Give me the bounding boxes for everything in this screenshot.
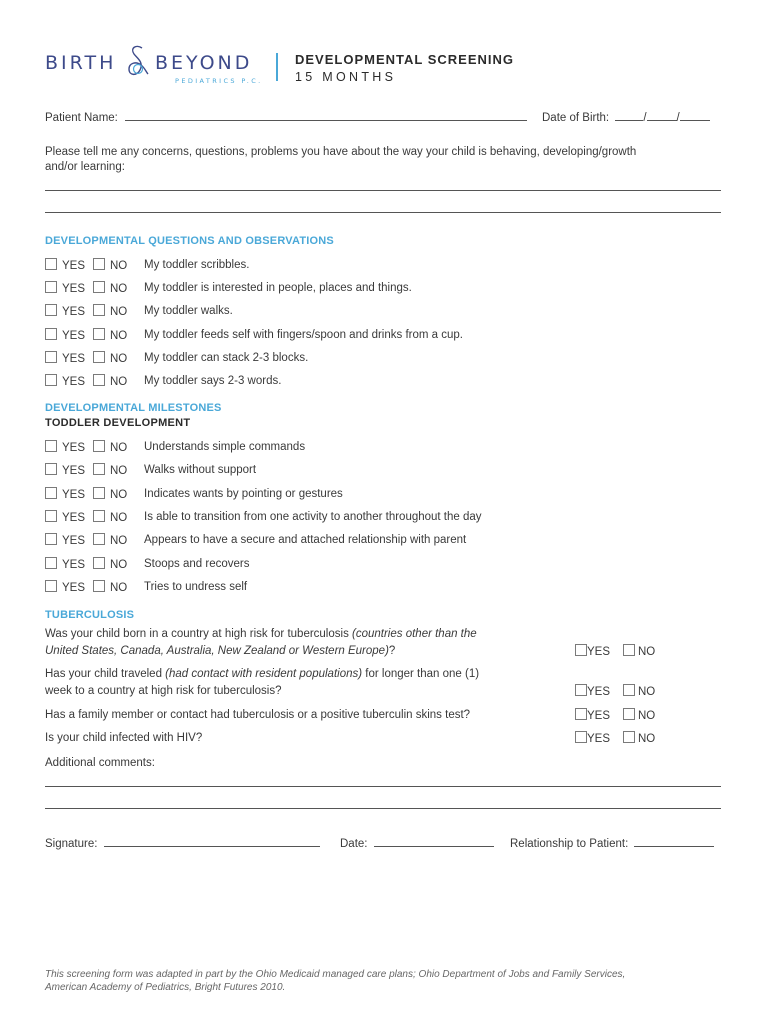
milestone-row <box>45 533 725 549</box>
tb-question-1-line1: Was your child born in a country at high risk for tuberculosis (countries other than the <box>45 628 477 640</box>
additional-comments-label: Additional comments: <box>45 757 155 769</box>
comments-line[interactable] <box>45 808 721 809</box>
milestone-text: Walks without support <box>144 464 257 476</box>
tb-q1-no-option[interactable]: NO <box>623 644 655 659</box>
footer-note <box>45 968 725 994</box>
checkbox-icon[interactable] <box>93 487 105 499</box>
dob-day-field[interactable] <box>647 110 677 121</box>
checkbox-icon[interactable] <box>45 258 57 270</box>
no-option[interactable]: NO <box>93 533 127 548</box>
no-option[interactable]: NO <box>93 374 127 389</box>
dob-year-field[interactable] <box>680 110 710 121</box>
no-option[interactable]: NO <box>93 510 127 525</box>
tb-q4-no-option[interactable]: NO <box>623 731 655 746</box>
signature-row <box>45 836 320 851</box>
milestone-text: Indicates wants by pointing or gestures <box>144 488 343 500</box>
concerns-prompt-line1: Please tell me any concerns, questions, problems you have about the way your child is behaving, developing/growth <box>45 146 637 158</box>
no-option[interactable]: NO <box>93 258 127 273</box>
relationship-row <box>510 836 714 851</box>
dob-separator: / <box>643 112 647 124</box>
date-label: Date: <box>340 838 368 850</box>
footer-line1: This screening form was adapted in part by the Ohio Medicaid managed care plans; Ohio Department of Jobs and Family Services, <box>45 969 626 980</box>
yes-option[interactable]: YES <box>45 374 85 389</box>
signature-field[interactable] <box>104 836 320 847</box>
milestone-row <box>45 463 725 479</box>
dob-row <box>542 110 710 125</box>
checkbox-icon[interactable] <box>93 258 105 270</box>
checkbox-icon[interactable] <box>45 281 57 293</box>
tb-q3-no-option[interactable]: NO <box>623 708 655 723</box>
checkbox-icon[interactable] <box>45 374 57 386</box>
footer-line2: American Academy of Pediatrics, Bright Futures 2010. <box>45 982 286 993</box>
checkbox-icon[interactable] <box>623 644 635 656</box>
milestone-text: Is able to transition from one activity to another throughout the day <box>144 511 482 523</box>
dob-month-field[interactable] <box>615 110 643 121</box>
tb-q3-yes-option[interactable]: YES <box>575 708 610 723</box>
yes-option[interactable]: YES <box>45 258 85 273</box>
tb-question-1-line2: United States, Canada, Australia, New Zealand or Western Europe)? <box>45 645 396 657</box>
comments-line[interactable] <box>45 786 721 787</box>
checkbox-icon[interactable] <box>45 533 57 545</box>
no-option[interactable]: NO <box>93 440 127 455</box>
no-option[interactable]: NO <box>93 351 127 366</box>
yes-option[interactable]: YES <box>45 510 85 525</box>
checkbox-icon[interactable] <box>575 644 587 656</box>
dob-separator: / <box>676 112 680 124</box>
concerns-prompt-line2: and/or learning: <box>45 161 125 173</box>
tb-question-2-line1: Has your child traveled (had contact with resident populations) for longer than one (1) <box>45 668 480 680</box>
form-title: DEVELOPMENTAL SCREENING <box>295 52 514 67</box>
checkbox-icon[interactable] <box>623 708 635 720</box>
yes-option[interactable]: YES <box>45 351 85 366</box>
checkbox-icon[interactable] <box>45 328 57 340</box>
yes-option[interactable]: YES <box>45 580 85 595</box>
question-text: My toddler feeds self with fingers/spoon and drinks from a cup. <box>144 329 463 341</box>
question-text: My toddler says 2-3 words. <box>144 375 282 387</box>
no-option[interactable]: NO <box>93 557 127 572</box>
patient-name-row <box>45 110 527 125</box>
form-subtitle: 15 MONTHS <box>295 70 397 84</box>
checkbox-icon[interactable] <box>45 510 57 522</box>
question-text: My toddler is interested in people, places and things. <box>144 282 412 294</box>
checkbox-icon[interactable] <box>575 684 587 696</box>
checkbox-icon[interactable] <box>575 731 587 743</box>
milestone-text: Understands simple commands <box>144 441 306 453</box>
toddler-development-subheading: TODDLER DEVELOPMENT <box>45 417 191 429</box>
yes-option[interactable]: YES <box>45 463 85 478</box>
no-option[interactable]: NO <box>93 281 127 296</box>
logo-birth: BIRTH <box>45 52 117 74</box>
checkbox-icon[interactable] <box>623 731 635 743</box>
concerns-line[interactable] <box>45 190 721 191</box>
question-row <box>45 258 725 274</box>
checkbox-icon[interactable] <box>575 708 587 720</box>
header-divider <box>276 53 278 81</box>
no-option[interactable]: NO <box>93 304 127 319</box>
logo-subtitle: PEDIATRICS P.C. <box>175 77 263 85</box>
checkbox-icon[interactable] <box>93 304 105 316</box>
checkbox-icon[interactable] <box>45 351 57 363</box>
relationship-field[interactable] <box>634 836 714 847</box>
date-row <box>340 836 494 851</box>
tb-question-2-line2: week to a country at high risk for tuberculosis? <box>45 685 282 697</box>
date-field[interactable] <box>374 836 494 847</box>
milestones-heading: DEVELOPMENTAL MILESTONES <box>45 402 222 414</box>
milestone-row <box>45 440 725 456</box>
dob-label: Date of Birth: <box>542 112 610 124</box>
checkbox-icon[interactable] <box>93 328 105 340</box>
checkbox-icon[interactable] <box>45 557 57 569</box>
yes-option[interactable]: YES <box>45 487 85 502</box>
signature-label: Signature: <box>45 838 98 850</box>
relationship-label: Relationship to Patient: <box>510 838 629 850</box>
checkbox-icon[interactable] <box>93 281 105 293</box>
no-option[interactable]: NO <box>93 580 127 595</box>
ampersand-logo-icon <box>124 44 152 80</box>
checkbox-icon[interactable] <box>93 374 105 386</box>
checkbox-icon[interactable] <box>93 463 105 475</box>
tb-q1-yes-option[interactable]: YES <box>575 644 610 659</box>
checkbox-icon[interactable] <box>623 684 635 696</box>
no-option[interactable]: NO <box>93 328 127 343</box>
checkbox-icon[interactable] <box>93 510 105 522</box>
question-text: My toddler walks. <box>144 305 233 317</box>
question-row <box>45 374 725 390</box>
no-option[interactable]: NO <box>93 463 127 478</box>
questions-heading: DEVELOPMENTAL QUESTIONS AND OBSERVATIONS <box>45 235 334 247</box>
checkbox-icon[interactable] <box>93 557 105 569</box>
yes-option[interactable]: YES <box>45 533 85 548</box>
yes-option[interactable]: YES <box>45 557 85 572</box>
tb-question-3: Has a family member or contact had tuberculosis or a positive tuberculin skins test? <box>45 709 471 721</box>
patient-name-label: Patient Name: <box>45 112 118 124</box>
tb-question-4: Is your child infected with HIV? <box>45 732 203 744</box>
tb-q4-yes-option[interactable]: YES <box>575 731 610 746</box>
question-row <box>45 304 725 320</box>
milestone-text: Stoops and recovers <box>144 558 250 570</box>
logo-beyond: BEYOND <box>155 52 253 74</box>
checkbox-icon[interactable] <box>93 533 105 545</box>
patient-name-field[interactable] <box>125 110 527 121</box>
yes-option[interactable]: YES <box>45 328 85 343</box>
milestone-row <box>45 510 725 526</box>
checkbox-icon[interactable] <box>45 440 57 452</box>
milestone-row <box>45 487 725 503</box>
checkbox-icon[interactable] <box>45 580 57 592</box>
milestone-text: Tries to undress self <box>144 581 248 593</box>
question-row <box>45 281 725 297</box>
milestone-row <box>45 580 725 596</box>
checkbox-icon[interactable] <box>93 351 105 363</box>
checkbox-icon[interactable] <box>93 580 105 592</box>
no-option[interactable]: NO <box>93 487 127 502</box>
question-row <box>45 351 725 367</box>
yes-option[interactable]: YES <box>45 440 85 455</box>
yes-option[interactable]: YES <box>45 304 85 319</box>
concerns-line[interactable] <box>45 212 721 213</box>
milestone-text: Appears to have a secure and attached relationship with parent <box>144 534 467 546</box>
checkbox-icon[interactable] <box>45 463 57 475</box>
question-row <box>45 328 725 344</box>
milestone-row <box>45 557 725 573</box>
tb-q2-yes-option[interactable]: YES <box>575 684 610 699</box>
question-text: My toddler can stack 2-3 blocks. <box>144 352 309 364</box>
tuberculosis-heading: TUBERCULOSIS <box>45 609 135 621</box>
yes-option[interactable]: YES <box>45 281 85 296</box>
checkbox-icon[interactable] <box>45 304 57 316</box>
tb-q2-no-option[interactable]: NO <box>623 684 655 699</box>
checkbox-icon[interactable] <box>45 487 57 499</box>
question-text: My toddler scribbles. <box>144 259 250 271</box>
checkbox-icon[interactable] <box>93 440 105 452</box>
